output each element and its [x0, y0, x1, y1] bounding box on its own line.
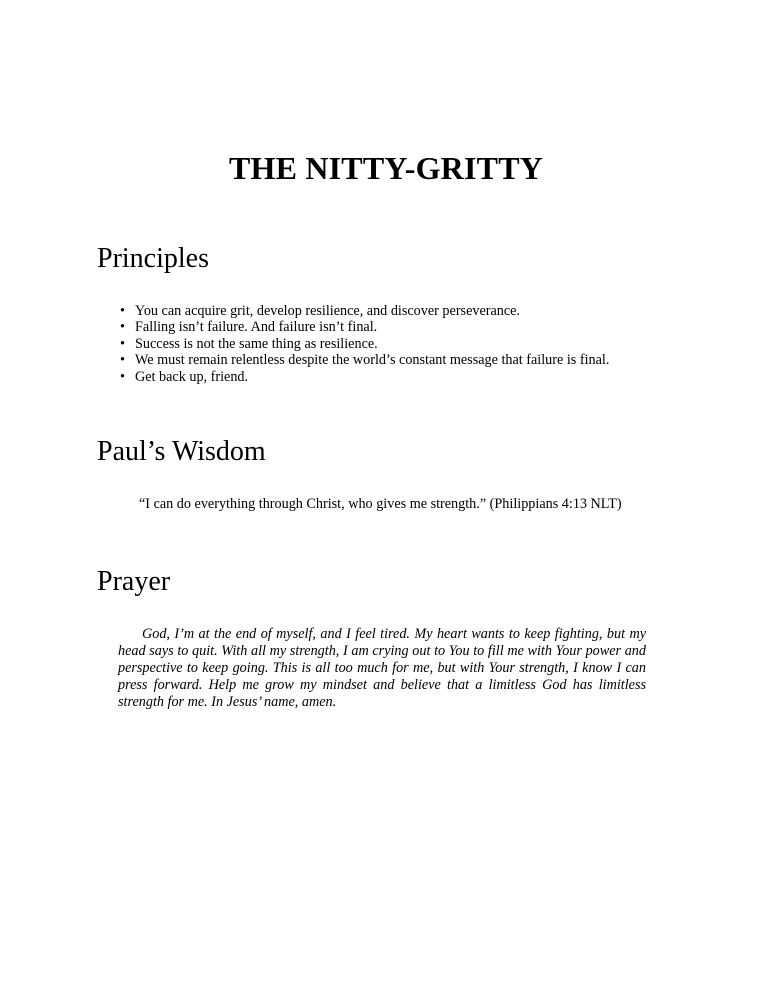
list-item [120, 335, 609, 352]
wisdom-heading: Paul’s Wisdom [97, 436, 266, 467]
list-item-text: Success is not the same thing as resilience. [135, 335, 378, 352]
bullet-icon: • [120, 335, 125, 352]
list-item-text: You can acquire grit, develop resilience, and discover perseverance. [135, 303, 521, 319]
list-item-text: Get back up, friend. [135, 368, 249, 385]
bullet-icon: • [120, 368, 125, 385]
list-item-text: We must remain relentless despite the world’s constant message that failure is final. [135, 352, 610, 369]
list-item [120, 352, 610, 369]
principles-list [120, 303, 610, 385]
page-title: THE NITTY-GRITTY [228, 150, 544, 186]
list-item [120, 368, 609, 385]
list-item [120, 319, 609, 336]
list-item [120, 303, 609, 319]
bullet-icon: • [120, 319, 125, 336]
scripture-quote: “I can do everything through Christ, who gives me strength.” (Philippians 4:13 NLT) [139, 496, 622, 512]
bullet-icon: • [120, 352, 125, 369]
prayer-paragraph: God, I’m at the end of myself, and I feel tired. My heart wants to keep fighting, but my head says to quit. With all my strength, I am crying out to You to fill me with Your power and perspective to keep going. This is all too much for me, but with Your strength, I know I can press forward. Help me grow my mindset and believe that a limitless God has limitless strength for me. In Jesus’ name, amen. [118, 626, 646, 710]
list-item-text: Falling isn’t failure. And failure isn’t final. [135, 319, 378, 336]
principles-heading: Principles [97, 243, 209, 274]
bullet-icon: • [120, 303, 125, 319]
prayer-heading: Prayer [97, 566, 171, 597]
